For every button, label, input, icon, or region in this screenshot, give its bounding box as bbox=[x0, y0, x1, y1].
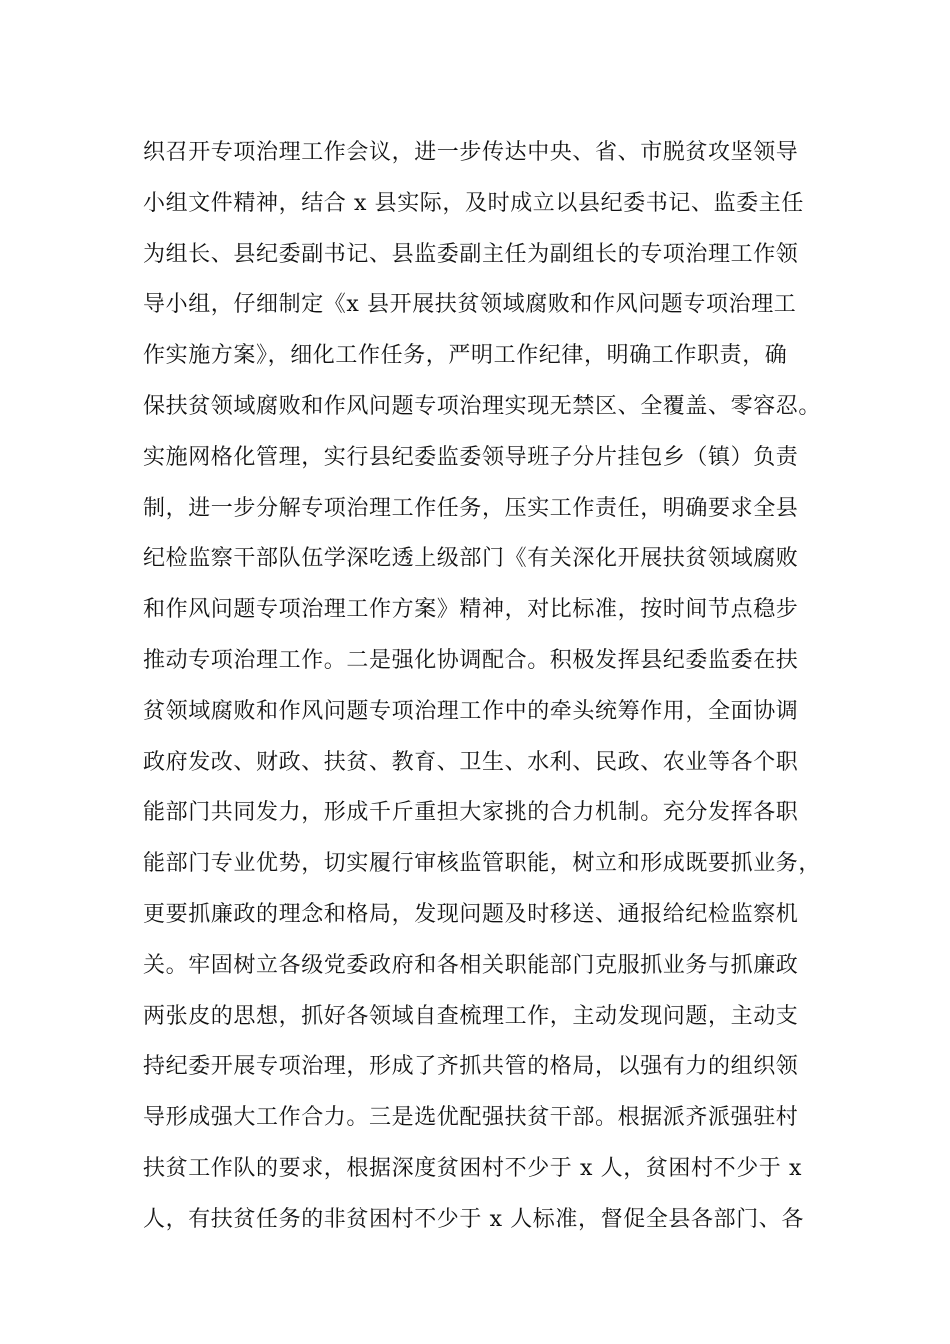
text-line: 推动专项治理工作。二是强化协调配合。积极发挥县纪委监委在扶 bbox=[143, 647, 799, 673]
body-paragraph bbox=[143, 128, 843, 1246]
text-line: 贫领域腐败和作风问题专项治理工作中的牵头统筹作用，全面协调 bbox=[143, 698, 799, 724]
text-line: 制，进一步分解专项治理工作任务，压实工作责任，明确要求全县 bbox=[143, 495, 799, 521]
text-line: 和作风问题专项治理工作方案》精神，对比标准，按时间节点稳步 bbox=[143, 597, 799, 623]
text-line: 持纪委开展专项治理，形成了齐抓共管的格局，以强有力的组织领 bbox=[143, 1054, 799, 1080]
text-line: 纪检监察干部队伍学深吃透上级部门《有关深化开展扶贫领域腐败 bbox=[143, 546, 799, 572]
text-line: 关。牢固树立各级党委政府和各相关职能部门克服抓业务与抓廉政 bbox=[143, 952, 799, 978]
text-line: 保扶贫领域腐败和作风问题专项治理实现无禁区、全覆盖、零容忍。 bbox=[143, 393, 822, 419]
text-line: 为组长、县纪委副书记、县监委副主任为副组长的专项治理工作领 bbox=[143, 241, 799, 267]
text-line: 两张皮的思想，抓好各领域自查梳理工作，主动发现问题，主动支 bbox=[143, 1003, 799, 1029]
text-line: 小组文件精神，结合 x 县实际，及时成立以县纪委书记、监委主任 bbox=[143, 190, 804, 216]
text-line: 能部门专业优势，切实履行审核监管职能，树立和形成既要抓业务， bbox=[143, 851, 822, 877]
text-line: 导形成强大工作合力。三是选优配强扶贫干部。根据派齐派强驻村 bbox=[143, 1105, 799, 1131]
text-line: 更要抓廉政的理念和格局，发现问题及时移送、通报给纪检监察机 bbox=[143, 901, 799, 927]
text-line: 织召开专项治理工作会议，进一步传达中央、省、市脱贫攻坚领导 bbox=[143, 140, 799, 165]
text-line: 扶贫工作队的要求，根据深度贫困村不少于 x 人，贫困村不少于 x bbox=[143, 1155, 802, 1181]
text-line: 能部门共同发力，形成千斤重担大家挑的合力机制。充分发挥各职 bbox=[143, 800, 799, 826]
text-line: 导小组，仔细制定《x 县开展扶贫领域腐败和作风问题专项治理工 bbox=[143, 292, 797, 318]
text-line: 作实施方案》，细化工作任务，严明工作纪律，明确工作职责，确 bbox=[143, 343, 788, 369]
text-line: 人，有扶贫任务的非贫困村不少于 x 人标准，督促全县各部门、各 bbox=[143, 1206, 804, 1232]
text-line: 政府发改、财政、扶贫、教育、卫生、水利、民政、农业等各个职 bbox=[143, 749, 799, 775]
text-line: 实施网格化管理，实行县纪委监委领导班子分片挂包乡（镇）负责 bbox=[143, 444, 799, 470]
